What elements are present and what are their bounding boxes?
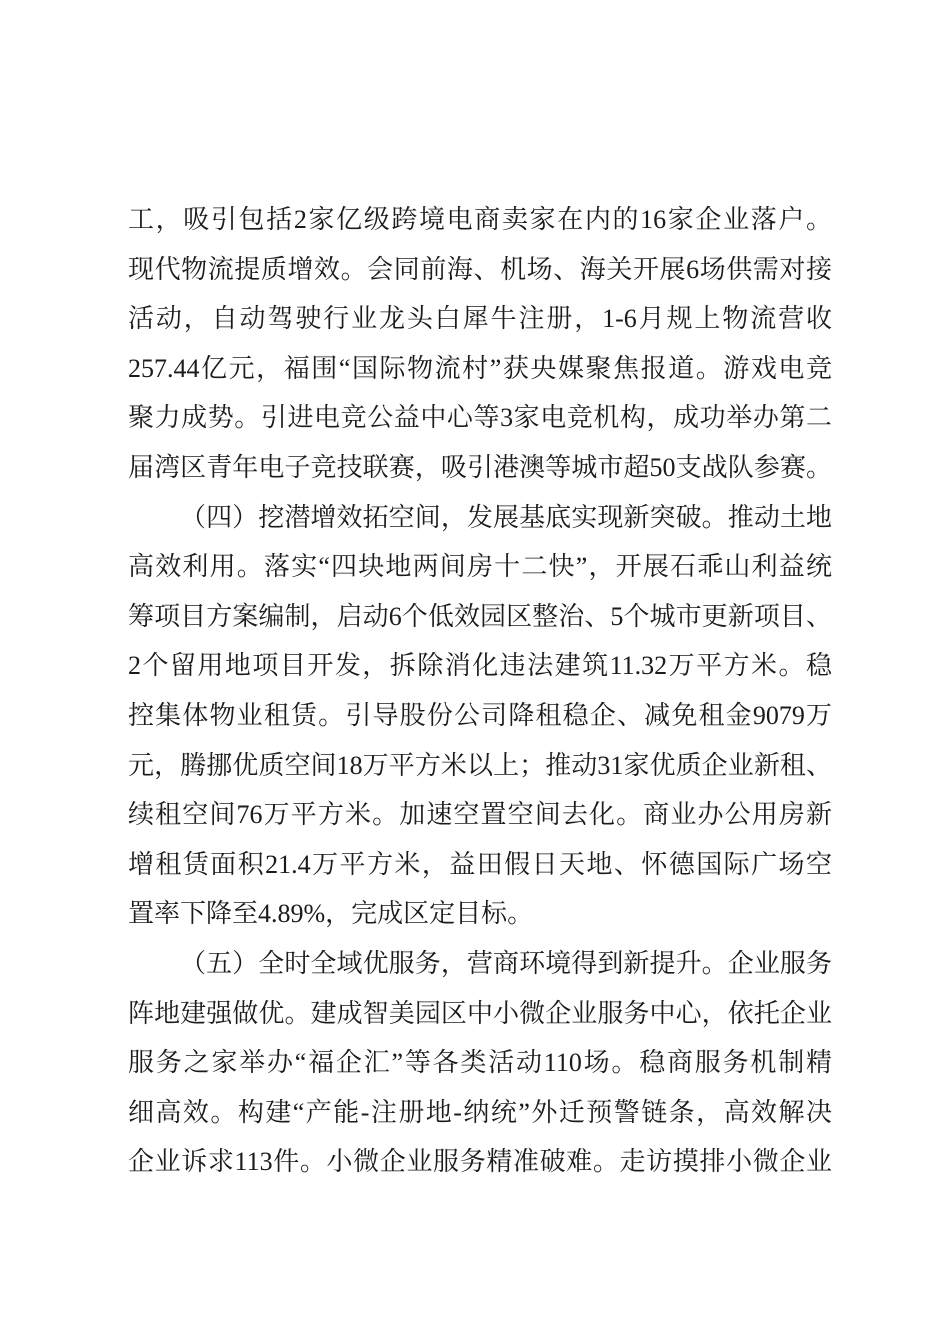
text-line: 筹项目方案编制，启动6个低效园区整治、5个城市更新项目、: [128, 601, 832, 631]
text-line: 增租赁面积21.4万平方米，益田假日天地、怀德国际广场空: [128, 849, 832, 879]
text-line: 2个留用地项目开发，拆除消化违法建筑11.32万平方米。稳: [128, 651, 832, 681]
text-line: 阵地建强做优。建成智美园区中小微企业服务中心，依托企业: [128, 998, 832, 1028]
text-line: 细高效。构建“产能-注册地-纳统”外迁预警链条，高效解决: [128, 1097, 832, 1127]
text-line: 高效利用。落实“四块地两间房十二快”，开展石乖山利益统: [128, 552, 832, 582]
text-line: 置率下降至4.89%，完成区定目标。: [128, 899, 534, 929]
text-line: 活动，自动驾驶行业龙头白犀牛注册，1-6月规上物流营收: [128, 304, 832, 334]
text-line: 控集体物业租赁。引导股份公司降租稳企、减免租金9079万: [128, 700, 832, 730]
text-line: 企业诉求113件。小微企业服务精准破难。走访摸排小微企业: [128, 1147, 832, 1177]
text-line: 届湾区青年电子竞技联赛，吸引港澳等城市超50支战队参赛。: [128, 452, 832, 482]
text-line: （五）全时全域优服务，营商环境得到新提升。企业服务: [180, 948, 832, 978]
text-line: 元，腾挪优质空间18万平方米以上；推动31家优质企业新租、: [128, 750, 832, 780]
text-line: 聚力成势。引进电竞公益中心等3家电竞机构，成功举办第二: [128, 403, 832, 433]
text-line: 现代物流提质增效。会同前海、机场、海关开展6场供需对接: [128, 254, 832, 284]
text-line: 续租空间76万平方米。加速空置空间去化。商业办公用房新: [128, 800, 832, 830]
document-text-block: [128, 195, 832, 1187]
text-line: 工，吸引包括2家亿级跨境电商卖家在内的16家企业落户。: [128, 205, 832, 234]
text-line: 服务之家举办“福企汇”等各类活动110场。稳商服务机制精: [128, 1048, 832, 1078]
text-line: 257.44亿元，福围“国际物流村”获央媒聚焦报道。游戏电竞: [128, 353, 832, 383]
text-line: （四）挖潜增效拓空间，发展基底实现新突破。推动土地: [180, 502, 832, 532]
